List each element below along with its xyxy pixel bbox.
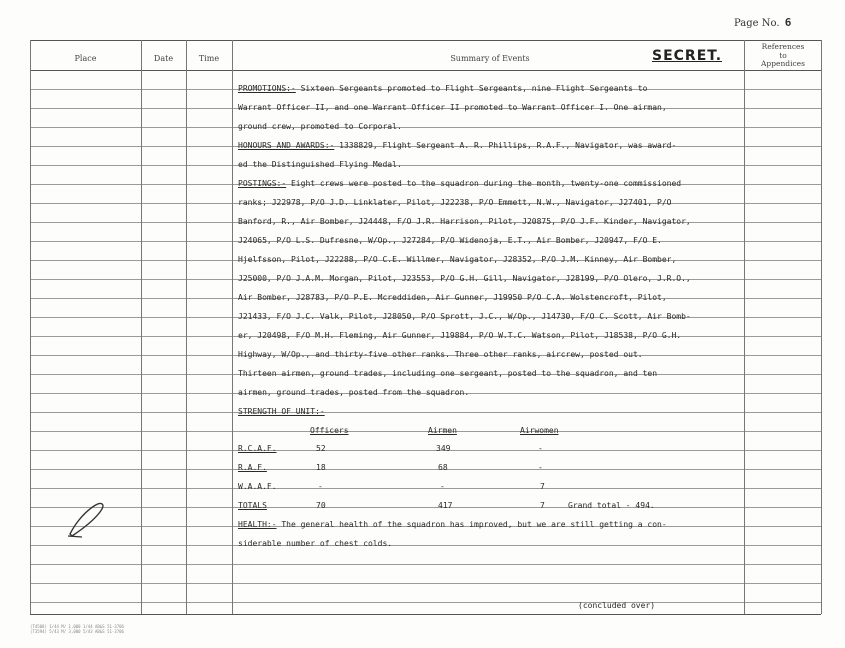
printer-mark-line: (T3594) 5/43 M/ 3,000 5/43 AB&S 51-3706 [30,629,124,634]
page-number-label: Page No. [734,18,780,29]
line-text: J24065, P/O L.S. Dufresne, W/Op., J27284, P/O Widenoja, E.T., Air Bomber, J20947, F/O E. [238,236,662,245]
text-line [238,198,742,208]
text-line [238,103,742,113]
section-heading: STRENGTH OF UNIT:- [238,407,325,416]
line-text: ground crew, promoted to Corporal. [238,122,402,131]
strength-cell-airwomen: - [538,463,543,472]
strength-cell-officers: - [318,482,323,491]
line-text: er, J20498, F/O M.H. Fleming, Air Gunner, J19884, P/O W.T.C. Watson, Pilot, J18538, P/O G.H. [238,331,682,340]
time-summary-divider [232,40,233,614]
line-text: J25000, P/O J.A.M. Morgan, Pilot, J23553, P/O G.H. Gill, Navigator, J28199, P/O Olero, J.R.O., [238,274,691,283]
printer-marks [30,624,124,634]
line-text: J21433, F/O J.C. Valk, Pilot, J28050, P/O Sprott, J.C., W/Op., J14730, F/O C. Scott, Air Bomb- [238,312,691,321]
ruled-line [30,488,821,489]
left-border [30,40,31,614]
strength-cell-airmen: 417 [438,501,453,510]
text-line [238,84,742,94]
strength-cell-officers: 18 [316,463,326,472]
strength-row-label: R.C.A.F. [238,444,277,453]
right-border [821,40,822,614]
line-text: Air Bomber, J28783, P/O P.E. Mcreddiden, Air Gunner, J19950 P/O C.A. Wolstencroft, Pilot, [238,293,667,302]
section-heading: HONOURS AND AWARDS:- [238,141,335,150]
text-line [238,236,742,246]
references-heading-line-3: Appendices [761,59,805,68]
strength-header-officers: Officers [310,426,349,435]
text-line [238,179,742,189]
section-heading: PROMOTIONS:- [238,84,296,93]
line-text: airmen, ground trades, posted from the squadron. [238,388,470,397]
ruled-line [30,40,821,41]
summary-column-heading: Summary of Events [450,54,530,63]
line-text: The general health of the squadron has improved, but we are still getting a con- [276,520,667,529]
text-line [238,331,742,341]
text-line [238,122,742,132]
page-number-value: 6 [784,16,792,29]
strength-cell-airwomen: 7 [540,501,545,510]
strength-cell-officers: 70 [316,501,326,510]
ruled-line [30,614,821,615]
text-line [238,388,742,398]
strength-cell-airmen: 68 [438,463,448,472]
continued-note: (concluded over) [578,601,656,610]
text-line [238,255,742,265]
line-text: Eight crews were posted to the squadron during the month, twenty-one commissioned [286,179,682,188]
printer-mark-line: (T4508) 1/44 M/ 1,000 1/44 AB&S 51-3706 [30,624,124,629]
place-date-divider [141,40,142,614]
ruled-line [30,70,821,71]
ruled-line [30,602,821,603]
secret-stamp: SECRET. [652,48,723,64]
text-line [238,312,742,322]
line-text: Banford, R., Air Bomber, J24448, F/O J.R. Harrison, Pilot, J20875, P/O J.F. Kinder, Navigator, [238,217,691,226]
ruled-line [30,431,821,432]
references-column-heading [746,43,820,69]
text-line [238,520,742,530]
date-time-divider [186,40,187,614]
time-column-heading: Time [198,54,220,63]
line-text: Hjelfsson, Pilot, J22288, P/O C.E. Willmer, Navigator, J28352, P/O J.M. Kinney, Air Bomber, [238,255,677,264]
text-line [238,217,742,227]
ruled-line [30,564,821,565]
ruled-line [30,583,821,584]
strength-cell-airwomen: 7 [540,482,545,491]
strength-row-label: TOTALS [238,501,267,510]
line-text: 1338829, Flight Sergeant A. R. Phillips, R.A.F., Navigator, was award- [334,141,677,150]
line-text: ed the Distinguished Flying Medal. [238,160,402,169]
line-text: Warrant Officer II, and one Warrant Officer II promoted to Warrant Officer I. One airman, [238,103,667,112]
handwritten-check-mark-icon [64,496,110,542]
strength-row-label: W.A.A.F. [238,482,277,491]
summary-references-divider [744,40,745,614]
section-heading: POSTINGS:- [238,179,287,188]
date-column-heading: Date [153,54,174,63]
line-text: Sixteen Sergeants promoted to Flight Sergeants, nine Flight Sergeants to [295,84,648,93]
section-heading: HEALTH:- [238,520,277,529]
line-text: Thirteen airmen, ground trades, including one sergeant, posted to the squadron, and ten [238,369,658,378]
text-line [238,274,742,284]
strength-cell-airmen: - [440,482,445,491]
line-text: Highway, W/Op., and thirty-five other ranks. Three other ranks, aircrew, posted out. [238,350,643,359]
line-text: ranks; J22978, P/O J.D. Linklater, Pilot, J22238, P/O Emmett, N.W., Navigator, J27401, P/O [238,198,672,207]
ruled-line [30,450,821,451]
references-heading-line-2: to [779,50,787,60]
references-heading-line-1: References [761,42,805,51]
line-text: siderable number of chest colds. [238,539,393,548]
text-line [238,350,742,360]
strength-cell-officers: 52 [316,444,326,453]
strength-header-airmen: Airmen [428,426,457,435]
strength-row-label: R.A.F. [238,463,267,472]
place-column-heading: Place [74,54,97,63]
text-line [238,160,742,170]
text-line [238,293,742,303]
page-number [734,16,791,29]
text-line [238,407,742,417]
grand-total: Grand total - 494. [568,501,655,510]
strength-cell-airwomen: - [538,444,543,453]
text-line [238,141,742,151]
strength-cell-airmen: 349 [436,444,451,453]
strength-header-airwomen: Airwomen [520,426,559,435]
text-line [238,369,742,379]
ruled-line [30,469,821,470]
ruled-line [30,507,821,508]
text-line [238,539,742,549]
